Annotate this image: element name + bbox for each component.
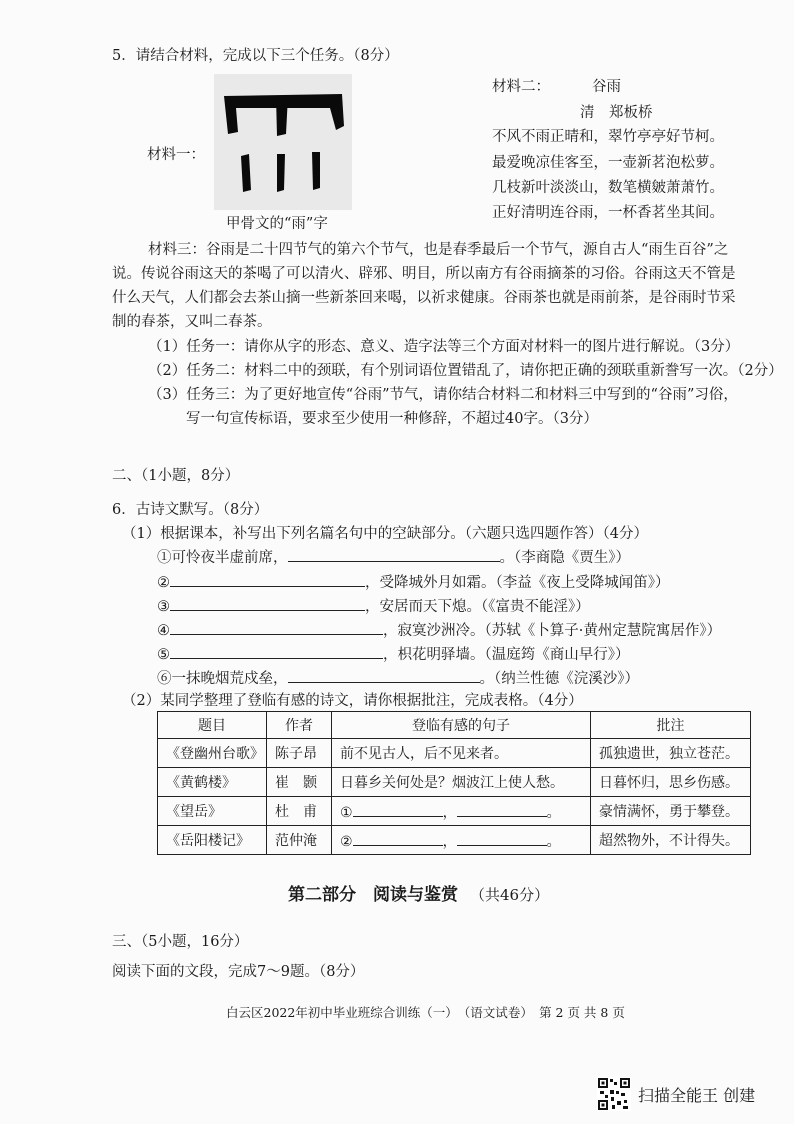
answer-blank[interactable] [353,801,443,817]
q6-sub1: （1）根据课本，补写出下列名篇名句中的空缺部分。（六题只选四题作答）（4分） [122,526,648,542]
answer-blank[interactable] [170,571,365,587]
glyph-caption: 甲骨文的“雨”字 [226,216,328,232]
answer-blank[interactable] [353,830,443,846]
recite-item-3: ③ ，安居而天下熄。（《富贵不能淫》） [157,595,590,616]
table-cell: 日暮怀归，思乡伤感。 [591,768,751,797]
recite-item-4: ④ ，寂寞沙洲冷。（苏轼《卜算子·黄州定慧院寓居作》） [157,619,721,640]
table-cell: 《岳阳楼记》 [158,826,267,855]
answer-blank[interactable] [457,801,547,817]
q5-heading: 5．请结合材料，完成以下三个任务。（8分） [112,48,399,64]
table-header-row [158,712,751,739]
table-row [158,739,751,768]
material2-label: 材料二： [492,79,550,95]
material3-line: 说。传说谷雨这天的茶喝了可以清火、辟邪、明目，所以南方有谷雨摘茶的习俗。谷雨这天不管是 [112,266,736,282]
table-cell-blanks: ② ， 。 [332,826,591,855]
rain-glyph-icon [214,74,352,210]
table-cell: 日暮乡关何处是？烟波江上使人愁。 [332,768,591,797]
table-cell: 《黄鹤楼》 [158,768,267,797]
table-cell: 范仲淹 [267,826,332,855]
table-header: 题目 [158,712,267,739]
q6-heading: 6．古诗文默写。（8分） [112,502,269,518]
recite-item-2: ② ，受降城外月如霜。（李益《夜上受降城闻笛》） [157,571,670,592]
table-cell: 陈子昂 [267,739,332,768]
answer-blank[interactable] [170,595,365,611]
material3-line: 制的春茶，又叫二春茶。 [112,314,272,330]
answer-blank[interactable] [457,830,547,846]
table-cell: 前不见古人，后不见来者。 [332,739,591,768]
recite-item-1: ①可怜夜半虚前席， 。（李商隐《贾生》） [157,546,630,567]
part2-heading: 第二部分 阅读与鉴赏 （共46分） [288,885,550,905]
scanner-watermark: 扫描全能王 创建 [638,1086,756,1105]
table-cell: 孤独遗世，独立苍茫。 [591,739,751,768]
task-3: （3）任务三：为了更好地宣传“谷雨”节气，请你结合材料二和材料三中写到的“谷雨”习俗， [148,387,738,403]
answer-blank[interactable] [170,643,383,659]
climbing-poems-table [157,711,751,855]
table-cell: 《登幽州台歌》 [158,739,267,768]
table-cell: 《望岳》 [158,797,267,826]
task-3-cont: 写一句宣传标语，要求至少使用一种修辞，不超过40字。（3分） [186,411,598,427]
task-2: （2）任务二：材料二中的颈联，有个别词语位置错乱了，请你把正确的颈联重新誊写一次。（2分） [148,363,783,379]
table-cell: 崔 颢 [267,768,332,797]
material1-label: 材料一： [147,147,205,163]
recite-item-6: ⑥一抹晚烟荒戍垒， 。（纳兰性德《浣溪沙》） [157,667,639,688]
answer-blank[interactable] [170,619,383,635]
oracle-rain-glyph-image [214,74,352,210]
table-cell-blanks: ① ， 。 [332,797,591,826]
poem-author: 清 郑板桥 [580,105,653,121]
table-cell: 超然物外，不计得失。 [591,826,751,855]
section2-heading: 二、（1小题，8分） [112,468,240,484]
q6-sub2: （2）某同学整理了登临有感的诗文，请你根据批注，完成表格。（4分） [122,693,583,709]
table-header: 作者 [267,712,332,739]
table-row [158,826,751,855]
table-cell: 豪情满怀，勇于攀登。 [591,797,751,826]
page-footer: 白云区2022年初中毕业班综合训练（一） （语文试卷） 第 2 页 共 8 页 [226,1005,625,1020]
poem-line: 几枝新叶淡淡山，数笔横皴萧萧竹。 [492,180,724,196]
poem-title: 谷雨 [592,79,621,95]
table-header: 批注 [591,712,751,739]
material3-line: 什么天气，人们都会去茶山摘一些新茶回来喝，以祈求健康。谷雨茶也就是雨前茶，是谷雨时节采 [112,290,736,306]
section3-intro: 阅读下面的文段，完成7～9题。（8分） [112,964,365,980]
recite-item-5: ⑤ ，枳花明驿墙。（温庭筠《商山早行》） [157,643,630,664]
material3-line: 材料三：谷雨是二十四节气的第六个节气，也是春季最后一个节气，源自古人“雨生百谷”之 [148,242,729,258]
answer-blank[interactable] [288,546,500,562]
answer-blank[interactable] [288,667,480,683]
table-row [158,797,751,826]
poem-line: 不风不雨正晴和，翠竹亭亭好节柯。 [492,129,724,145]
task-1: （1）任务一：请你从字的形态、意义、造字法等三个方面对材料一的图片进行解说。（3分） [148,339,740,355]
table-header: 登临有感的句子 [332,712,591,739]
qr-code-icon [597,1077,631,1111]
table-cell: 杜 甫 [267,797,332,826]
poem-line: 最爱晚凉佳客至，一壶新茗泡松萝。 [492,155,724,171]
section3-heading: 三、（5小题，16分） [112,934,249,950]
poem-line: 正好清明连谷雨，一杯香茗坐其间。 [492,205,724,221]
table-row [158,768,751,797]
